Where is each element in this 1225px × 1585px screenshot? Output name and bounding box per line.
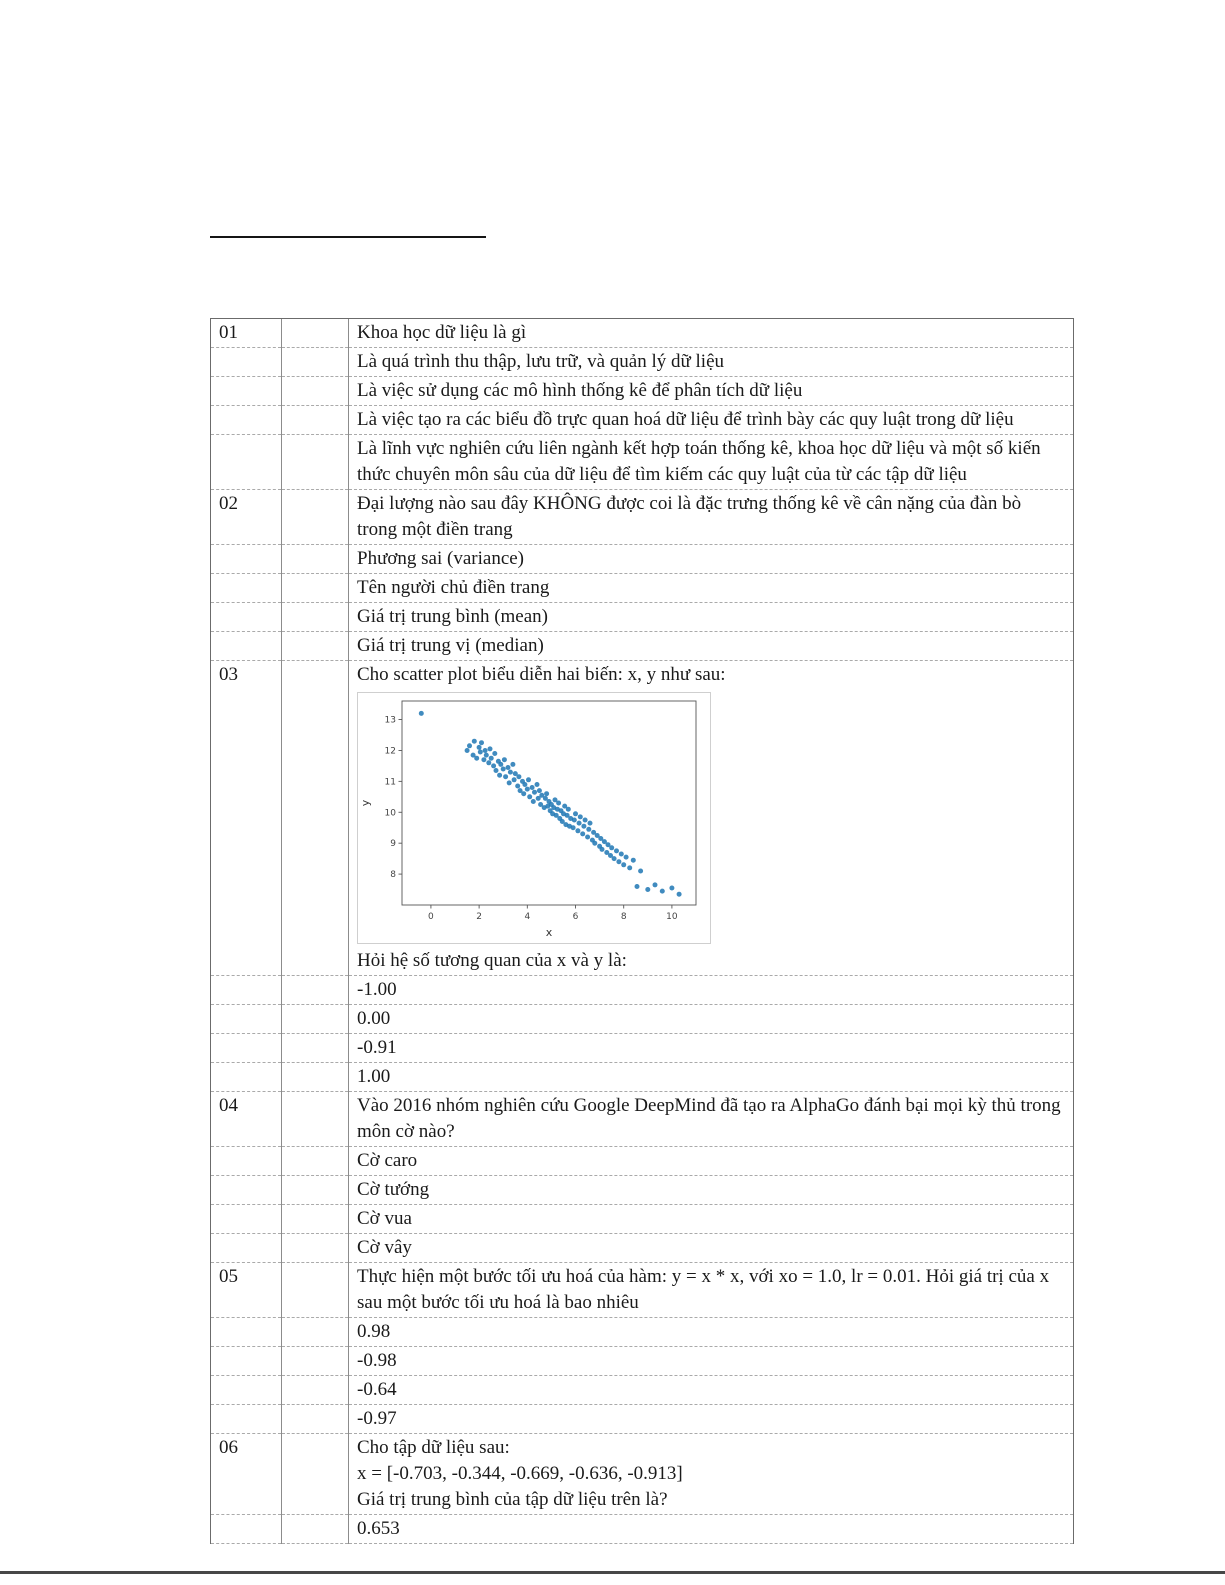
content-line: Vào 2016 nhóm nghiên cứu Google DeepMind đã tạo ra AlphaGo đánh bại mọi kỳ thủ trong môn cờ nào?	[357, 1095, 1061, 1142]
answer-row	[211, 1376, 1073, 1405]
answer-row	[211, 1234, 1073, 1263]
question-number-cell	[211, 1147, 282, 1176]
answer-mark-cell	[282, 1405, 349, 1434]
answer-text-cell	[349, 348, 1074, 377]
question-number-cell	[211, 1347, 282, 1376]
answer-row	[211, 377, 1073, 406]
answer-mark-cell	[282, 1205, 349, 1234]
content-line: Giá trị trung bình của tập dữ liệu trên là?	[357, 1489, 668, 1510]
question-number-cell	[211, 1376, 282, 1405]
content-line: Giá trị trung bình (mean)	[357, 606, 549, 627]
question-text-cell	[349, 1263, 1074, 1318]
page-bottom-divider	[0, 1571, 1225, 1574]
content-line: Cờ tướng	[357, 1179, 430, 1200]
question-number-cell	[211, 406, 282, 435]
svg-text:11: 11	[384, 777, 396, 788]
question-number-cell	[211, 1405, 282, 1434]
scatter-plot-svg	[358, 693, 708, 941]
content-line: Hỏi hệ số tương quan của x và y là:	[357, 950, 627, 971]
y-axis-label: y	[359, 799, 372, 807]
question-text-cell	[349, 1092, 1074, 1147]
answer-mark-cell	[282, 1092, 349, 1147]
content-line: Là việc tạo ra các biểu đồ trực quan hoá dữ liệu để trình bày các quy luật trong dữ liệu	[357, 409, 1014, 430]
question-row	[211, 1092, 1073, 1147]
answer-row	[211, 1176, 1073, 1205]
answer-mark-cell	[282, 406, 349, 435]
answer-mark-cell	[282, 1005, 349, 1034]
answer-mark-cell	[282, 1318, 349, 1347]
question-number-cell	[211, 377, 282, 406]
content-line: Cho tập dữ liệu sau:	[357, 1437, 510, 1458]
question-number-cell	[211, 574, 282, 603]
answer-row	[211, 1063, 1073, 1092]
content-line: Khoa học dữ liệu là gì	[357, 322, 527, 343]
quiz-table	[211, 319, 1073, 1544]
content-line: 1.00	[357, 1066, 391, 1087]
question-text-cell	[349, 661, 1074, 976]
question-row	[211, 1434, 1073, 1515]
answer-mark-cell	[282, 348, 349, 377]
answer-text-cell	[349, 1405, 1074, 1434]
question-row	[211, 319, 1073, 348]
answer-mark-cell	[282, 1515, 349, 1544]
answer-text-cell	[349, 1005, 1074, 1034]
answer-mark-cell	[282, 603, 349, 632]
answer-row	[211, 1515, 1073, 1544]
answer-row	[211, 976, 1073, 1005]
answer-mark-cell	[282, 490, 349, 545]
content-line: -0.98	[357, 1350, 397, 1371]
question-row	[211, 1263, 1073, 1318]
question-number-cell	[211, 603, 282, 632]
answer-mark-cell	[282, 1063, 349, 1092]
answer-row	[211, 1147, 1073, 1176]
quiz-table-container	[210, 318, 1074, 1544]
answer-text-cell	[349, 377, 1074, 406]
answer-text-cell	[349, 1376, 1074, 1405]
content-line: Cho scatter plot biểu diễn hai biến: x, y như sau:	[357, 664, 726, 685]
answer-text-cell	[349, 1176, 1074, 1205]
svg-text:10: 10	[666, 912, 678, 922]
svg-text:0: 0	[428, 912, 434, 922]
content-line: Giá trị trung vị (median)	[357, 635, 544, 656]
answer-row	[211, 574, 1073, 603]
answer-mark-cell	[282, 545, 349, 574]
content-line: Cờ vua	[357, 1208, 412, 1229]
answer-text-cell	[349, 976, 1074, 1005]
answer-text-cell	[349, 406, 1074, 435]
question-number-cell	[211, 632, 282, 661]
content-line: Tên người chủ điền trang	[357, 577, 550, 598]
question-number-cell	[211, 435, 282, 490]
content-line: Phương sai (variance)	[357, 548, 525, 569]
x-axis-label: x	[545, 926, 553, 939]
content-line: -0.97	[357, 1408, 397, 1429]
question-number-cell	[211, 1034, 282, 1063]
svg-text:12: 12	[384, 746, 396, 757]
answer-row	[211, 348, 1073, 377]
answer-mark-cell	[282, 319, 349, 348]
content-line: Là việc sử dụng các mô hình thống kê để phân tích dữ liệu	[357, 380, 803, 401]
question-text-cell	[349, 1434, 1074, 1515]
answer-mark-cell	[282, 1234, 349, 1263]
answer-row	[211, 1318, 1073, 1347]
content-line: Đại lượng nào sau đây KHÔNG được coi là đặc trưng thống kê về cân nặng của đàn bò trong một điền trang	[357, 493, 1022, 540]
answer-row	[211, 1034, 1073, 1063]
answer-row	[211, 632, 1073, 661]
question-number-cell	[211, 1063, 282, 1092]
content-line: Là quá trình thu thập, lưu trữ, và quản lý dữ liệu	[357, 351, 725, 372]
answer-text-cell	[349, 1147, 1074, 1176]
answer-mark-cell	[282, 435, 349, 490]
answer-row	[211, 1005, 1073, 1034]
question-text-cell	[349, 319, 1074, 348]
answer-mark-cell	[282, 1147, 349, 1176]
answer-text-cell	[349, 435, 1074, 490]
quiz-table-body	[211, 319, 1073, 1544]
answer-row	[211, 1347, 1073, 1376]
answer-text-cell	[349, 574, 1074, 603]
content-line: -1.00	[357, 979, 397, 1000]
answer-mark-cell	[282, 976, 349, 1005]
answer-row	[211, 435, 1073, 490]
content-line: Cờ vây	[357, 1237, 412, 1258]
content-line: Thực hiện một bước tối ưu hoá của hàm: y = x * x, với xo = 1.0, lr = 0.01. Hỏi giá trị của x sau một bước tối ưu hoá là bao nhiêu	[357, 1266, 1050, 1313]
content-line: 0.98	[357, 1321, 391, 1342]
content-line: Là lĩnh vực nghiên cứu liên ngành kết hợp toán thống kê, khoa học dữ liệu và một số kiến thức chuyên môn sâu của dữ liệu để tìm kiếm các quy luật của từ các tập dữ liệu	[357, 438, 1041, 485]
answer-mark-cell	[282, 661, 349, 976]
question-text-cell	[349, 490, 1074, 545]
question-number-cell: 06	[211, 1434, 282, 1515]
answer-row	[211, 603, 1073, 632]
question-number-cell	[211, 976, 282, 1005]
content-line: 0.00	[357, 1008, 391, 1029]
answer-mark-cell	[282, 1176, 349, 1205]
content-line: -0.64	[357, 1379, 397, 1400]
title-underline	[210, 236, 486, 238]
svg-text:13: 13	[384, 715, 396, 726]
answer-text-cell	[349, 1515, 1074, 1544]
answer-text-cell	[349, 603, 1074, 632]
svg-text:4: 4	[524, 912, 531, 922]
content-line: x = [-0.703, -0.344, -0.669, -0.636, -0.913]	[357, 1463, 683, 1484]
svg-text:8: 8	[390, 870, 396, 881]
svg-text:9: 9	[390, 839, 396, 850]
question-number-cell: 03	[211, 661, 282, 976]
content-line: -0.91	[357, 1037, 397, 1058]
answer-mark-cell	[282, 1347, 349, 1376]
answer-text-cell	[349, 1034, 1074, 1063]
answer-mark-cell	[282, 1434, 349, 1515]
answer-text-cell	[349, 1234, 1074, 1263]
svg-text:10: 10	[384, 808, 396, 819]
question-row	[211, 661, 1073, 976]
answer-row	[211, 545, 1073, 574]
answer-mark-cell	[282, 1263, 349, 1318]
answer-text-cell	[349, 1347, 1074, 1376]
svg-text:8: 8	[620, 912, 627, 922]
question-number-cell	[211, 1205, 282, 1234]
answer-mark-cell	[282, 574, 349, 603]
answer-mark-cell	[282, 1376, 349, 1405]
answer-mark-cell	[282, 377, 349, 406]
answer-text-cell	[349, 1205, 1074, 1234]
answer-text-cell	[349, 1063, 1074, 1092]
answer-row	[211, 1405, 1073, 1434]
answer-text-cell	[349, 632, 1074, 661]
question-row	[211, 490, 1073, 545]
svg-text:6: 6	[572, 912, 579, 922]
question-number-cell: 02	[211, 490, 282, 545]
answer-row	[211, 1205, 1073, 1234]
question-number-cell	[211, 545, 282, 574]
question-number-cell: 05	[211, 1263, 282, 1318]
answer-text-cell	[349, 545, 1074, 574]
answer-mark-cell	[282, 632, 349, 661]
question-number-cell	[211, 1005, 282, 1034]
content-line: 0.653	[357, 1518, 400, 1539]
answer-row	[211, 406, 1073, 435]
question-number-cell	[211, 1176, 282, 1205]
answer-mark-cell	[282, 1034, 349, 1063]
svg-text:2: 2	[476, 912, 482, 922]
content-line: Cờ caro	[357, 1150, 418, 1171]
question-number-cell	[211, 1318, 282, 1347]
scatter-plot-figure	[357, 692, 711, 944]
question-number-cell: 04	[211, 1092, 282, 1147]
question-number-cell	[211, 1515, 282, 1544]
question-number-cell: 01	[211, 319, 282, 348]
question-number-cell	[211, 348, 282, 377]
answer-text-cell	[349, 1318, 1074, 1347]
question-number-cell	[211, 1234, 282, 1263]
